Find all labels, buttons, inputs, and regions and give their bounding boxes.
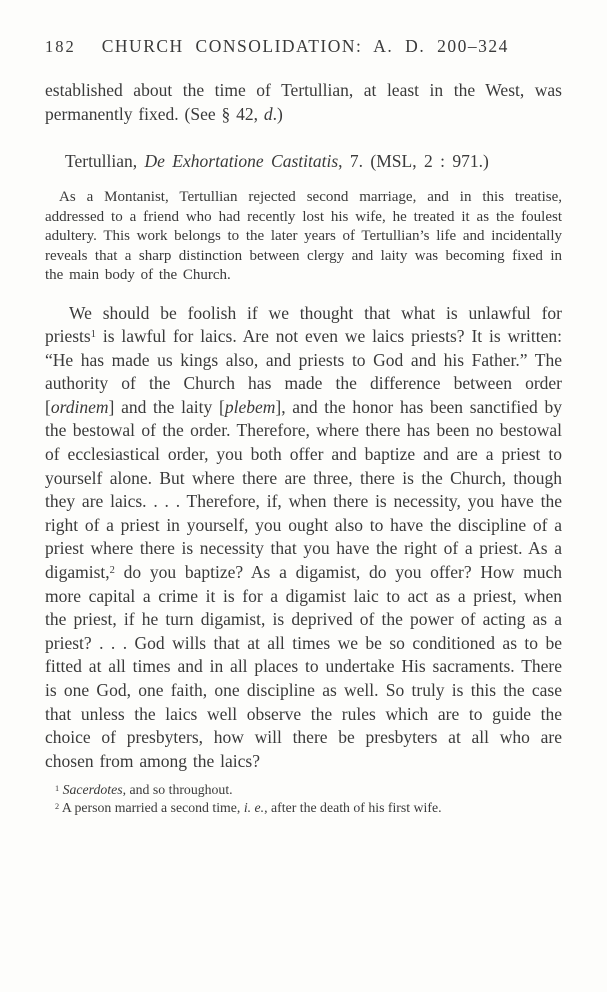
page-header: [45, 36, 562, 57]
page-number: 182: [45, 37, 76, 56]
running-title: CHURCH CONSOLIDATION: A. D. 200–324: [101, 36, 509, 56]
footnote-2: $^2$ A person married a second time, i. e., after the death of his first wife.: [55, 800, 442, 816]
footnote-1: $^1$ Sacerdotes, and so throughout.: [55, 782, 233, 798]
intro-paragraph: established about the time of Tertullian, at least in the West, was permanently fixed. (See § 42, d.): [45, 80, 562, 124]
quotation-paragraph: We should be foolish if we thought that what is unlawful for priests$^1$ is lawful for laics. Are not even we laics priests? It is written: “He has made us kings also, and priests to God and his Father.” The authority of the Church has made the difference between order [ordinem] and the laity [plebem], and the honor has been sanctified by the bestowal of the order. Therefore, where there has been no bestowal of ecclesiastical order, you both offer and baptize and are a priest to yourself alone. But where there are three, there is the Church, though they are laics. . . . Therefore, if, when there is necessity, you have the right of a priest in yourself, you ought also to have the discipline of a priest where there is necessity that you have the right of a priest. As a digamist,$^2$ do you baptize? As a digamist, do you offer? How much more capital a crime it is for a digamist laic to act as a priest, when the priest, if he turn digamist, is deprived of the power of acting as a priest? . . . God wills that at all times we be so conditioned as to be fitted at all times and in all places to undertake His sacraments. There is one God, one faith, one discipline as well. So truly is this the case that unless the laics well observe the rules which are to guide the choice of presbyters, how will there be presbyters at all who are chosen from among the laics?: [45, 302, 563, 771]
editorial-note: As a Montanist, Tertullian rejected second marriage, and in this treatise, addressed to a friend who had recently lost his wife, he treated it as the foulest adultery. This work belongs to the later years of Tertullian’s life and incidentally reveals that a sharp distinction between clergy and laity was becoming fixed in the main body of the Church.: [45, 189, 562, 283]
citation-heading: Tertullian, De Exhortatione Castitatis, 7. (MSL, 2 : 971.): [65, 151, 489, 171]
footnotes-block: [45, 781, 562, 817]
